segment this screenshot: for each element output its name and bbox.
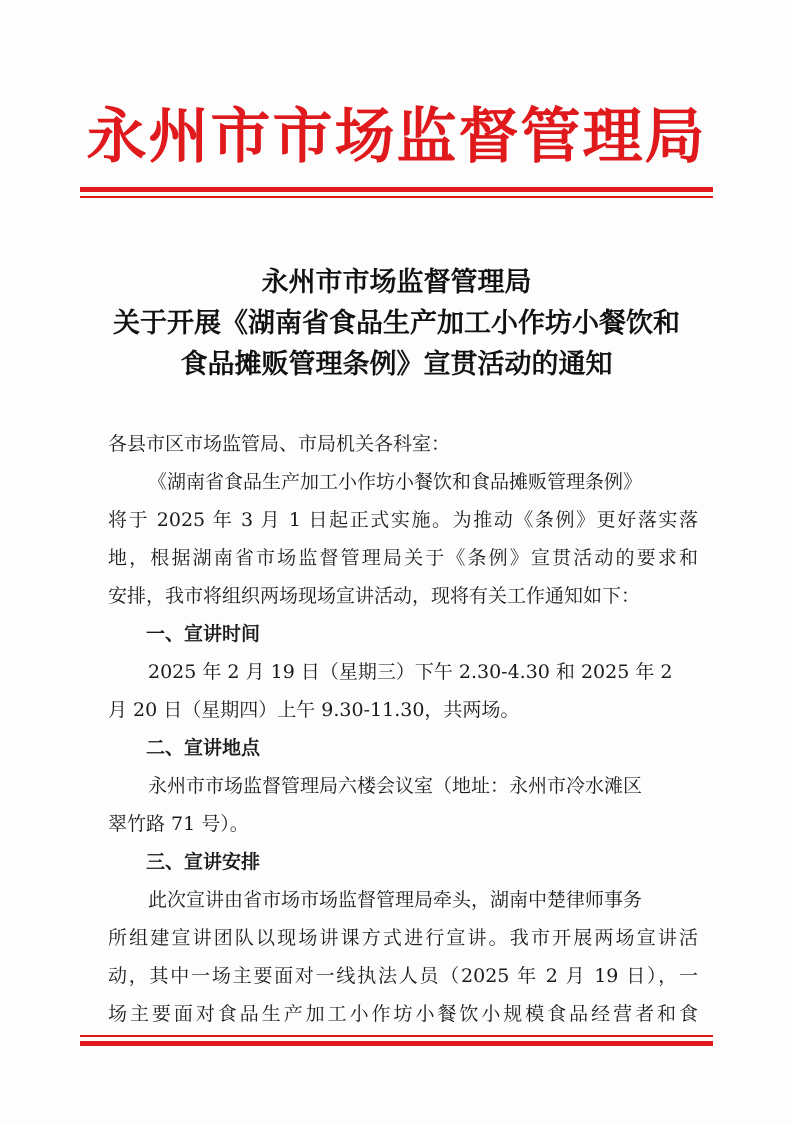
section-line: 场主要面对食品生产加工小作坊小餐饮小规模食品经营者和食 [108,1003,698,1025]
section-heading-location: 二、宣讲地点 [146,737,261,759]
section-line: 月 20 日（星期四）上午 9.30-11.30，共两场。 [108,699,520,721]
section-line: 翠竹路 71 号）。 [108,813,249,835]
letterhead-org-name: 永州市市场监督管理局 [86,102,707,172]
footer-rule-thick [80,1041,713,1046]
letterhead-rule-thin [80,196,713,198]
section-line: 动，其中一场主要面对一线执法人员（2025 年 2 月 19 日），一 [108,965,698,987]
section-line: 此次宣讲由省市场市场监督管理局牵头，湖南中楚律师事务 [148,889,643,911]
intro-line: 将于 2025 年 3 月 1 日起正式实施。为推动《条例》更好落实落 [108,509,698,531]
intro-line: 安排，我市将组织两场现场宣讲活动，现将有关工作通知如下： [108,585,641,607]
section-heading-time: 一、宣讲时间 [146,623,261,645]
document-title-line-1: 永州市市场监督管理局 [261,267,532,298]
document-title-line-3: 食品摊贩管理条例》宣贯活动的通知 [180,349,613,380]
letterhead-rule-thick [80,187,713,192]
intro-line: 地，根据湖南省市场监督管理局关于《条例》宣贯活动的要求和 [108,547,698,569]
section-heading-arrangement: 三、宣讲安排 [146,851,261,873]
section-line: 2025 年 2 月 19 日（星期三）下午 2.30-4.30 和 2025 年 2 [148,661,673,683]
document-body [108,425,698,1033]
section-line: 所组建宣讲团队以现场讲课方式进行宣讲。我市开展两场宣讲活 [108,927,698,949]
intro-line: 《湖南省食品生产加工小作坊小餐饮和食品摊贩管理条例》 [148,471,643,493]
salutation: 各县市区市场监管局、市局机关各科室： [108,433,451,455]
section-line: 永州市市场监督管理局六楼会议室（地址：永州市冷水滩区 [148,775,643,797]
document-title-line-2: 关于开展《湖南省食品生产加工小作坊小餐饮和 [113,308,680,339]
footer-rule-thin [80,1035,713,1037]
